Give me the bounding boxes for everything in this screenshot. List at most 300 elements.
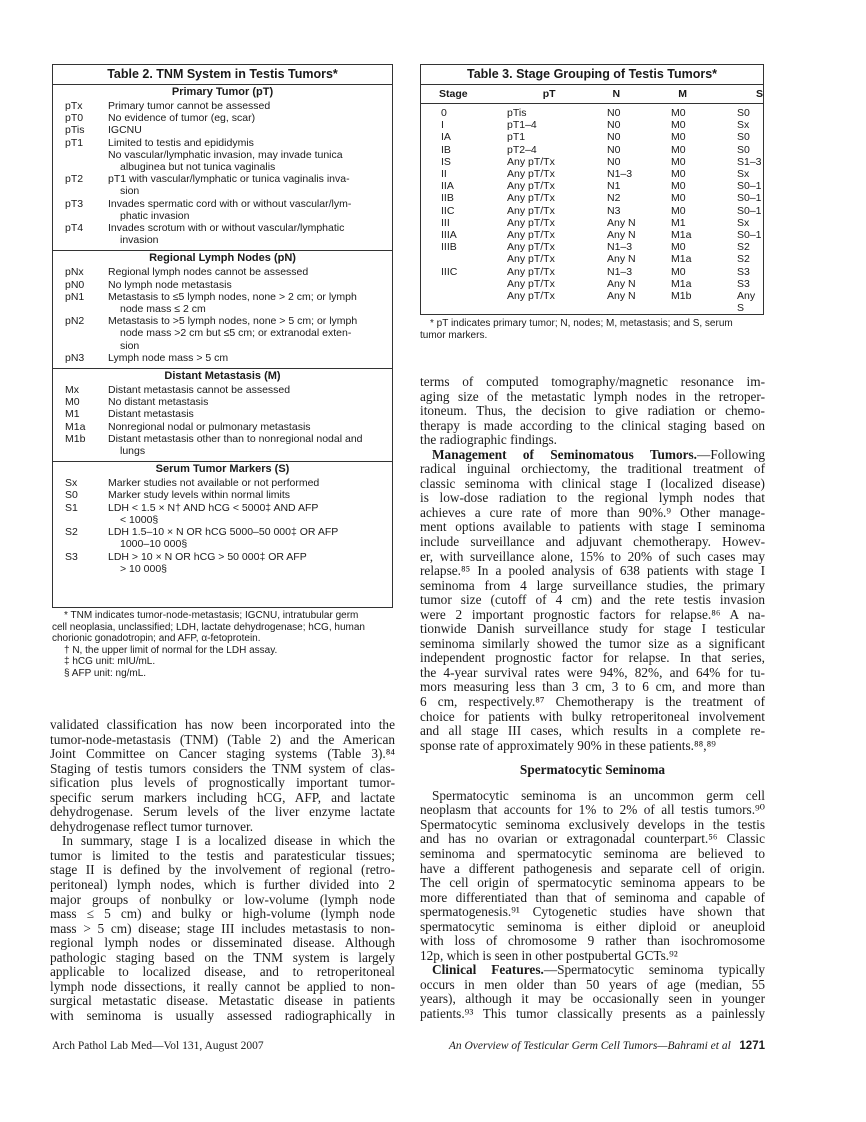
table-3-cell: Any pT/Tx <box>507 265 555 278</box>
table-2-row <box>53 526 392 550</box>
text-line: with loss of chromosome 9 rather than isochromosome <box>420 933 765 949</box>
paragraph-spermatocytic <box>420 789 765 964</box>
table-3-cell: S2 <box>737 253 750 266</box>
table-2-description-line: sion <box>120 339 140 352</box>
table-3-caption: Table 3. Stage Grouping of Testis Tumors* <box>421 65 763 85</box>
text-line: lymph node dissections, it really cannot be applied to non- <box>50 978 395 994</box>
table-3-body <box>421 104 763 314</box>
table-2-footnote: chorionic gonadotropin; and AFP, α-fetoprotein. <box>52 633 261 644</box>
paragraph-management <box>420 448 765 753</box>
table-3-cell: M0 <box>671 265 686 278</box>
table-3-cell: N1 <box>607 180 621 193</box>
table-3-header-cell: S <box>756 88 764 100</box>
table-3-cell: pTis <box>507 107 527 119</box>
table-2-description-line: No distant metastasis <box>108 396 209 409</box>
table-3-cell: Any pT/Tx <box>507 229 555 242</box>
text-line: mors measuring less than 3 cm, 3 to 6 cm, and more than <box>420 679 765 695</box>
table-2-description-line: No lymph node metastasis <box>108 278 232 291</box>
table-2-row <box>53 551 392 575</box>
text-line: were 2 important prognostic factors for relapse.⁸⁶ A na- <box>420 606 765 622</box>
table-3-cell: S1–3 <box>737 155 762 168</box>
text-line: and has no ovarian or extragonadal counterpart.⁵⁶ Classic <box>420 831 765 847</box>
table-2-description <box>108 198 384 222</box>
text-line: pathologic staging based on the TNM system is largely <box>50 949 395 965</box>
table-3-cell: N3 <box>607 204 621 217</box>
table-2-description <box>108 173 384 197</box>
table-2-description <box>108 433 384 457</box>
table-2-code: pT0 <box>65 112 84 125</box>
table-3-cell: Any pT/Tx <box>507 155 555 168</box>
text-line: stage II is defined by the involvement of regional (retro- <box>50 862 395 878</box>
table-2-description <box>108 489 384 501</box>
table-2-description <box>108 124 384 136</box>
table-3-cell: M0 <box>671 204 686 217</box>
text-line: the radiographic findings. <box>420 432 557 448</box>
table-2-code: S2 <box>65 526 78 539</box>
table-3-cell: M0 <box>671 180 686 193</box>
table-3-cell: S3 <box>737 265 750 278</box>
text-line: ment options available to patients with stage I seminoma <box>420 519 765 535</box>
text-line: independent prognostic factor for relapse. In that series, <box>420 650 765 666</box>
table-2-footnote: † N, the upper limit of normal for the LDH assay. <box>64 644 278 656</box>
table-2-description-line: Invades spermatic cord with or without vascular/lym- <box>108 197 352 210</box>
table-3-cell: M0 <box>671 143 686 156</box>
table-3-cell <box>421 278 501 290</box>
table-3-footnote: tumor markers. <box>420 329 488 341</box>
table-2-section-title: Serum Tumor Markers (S) <box>155 463 290 476</box>
table-3-cell: pT2–4 <box>507 143 537 156</box>
table-3-cell: pT1 <box>507 131 526 144</box>
table-3-cell: Any N <box>607 277 636 290</box>
table-3-cell: M1 <box>671 216 686 229</box>
table-3-cell: Any pT/Tx <box>507 253 555 266</box>
table-2-row <box>53 149 392 173</box>
table-3-cell: M0 <box>671 168 686 181</box>
table-2-description-line: sion <box>120 185 140 198</box>
text-line: The cell origin of spermatocytic seminoma appears to be <box>420 875 765 891</box>
table-2-footnote: § AFP unit: ng/mL. <box>64 667 147 679</box>
table-2-code: M1 <box>65 408 80 421</box>
table-3-cell: Any pT/Tx <box>507 192 555 205</box>
table-3-cell: N0 <box>607 143 621 156</box>
table-2-description <box>108 352 384 364</box>
table-2-row <box>53 100 392 112</box>
table-2-description-line: phatic invasion <box>120 209 190 222</box>
text-line: peritoneal) lymph nodes, which is further divided into 2 <box>50 877 395 893</box>
text-line: relapse.⁸⁵ In a pooled analysis of 638 patients with stage I <box>420 563 765 579</box>
footer-article <box>449 1040 765 1052</box>
table-2-description <box>108 279 384 291</box>
paragraph <box>50 834 395 1023</box>
table-2-footnotes <box>52 610 397 679</box>
table-2-description-line: lungs <box>120 445 146 458</box>
paragraph-staging-cont <box>420 375 765 448</box>
table-3-cell: N1–3 <box>607 265 633 278</box>
table-2-description-line: Metastasis to ≤5 lymph nodes, none > 2 cm; or lymph <box>108 290 357 303</box>
table-2-row <box>53 137 392 149</box>
table-2-description-line: Lymph node mass > 5 cm <box>108 351 229 364</box>
text-line: more differentiated than that of seminoma and capable of <box>420 889 765 905</box>
table-3-cell: pT1–4 <box>507 119 537 132</box>
table-2-code: pN1 <box>65 290 85 303</box>
text-line: tumor is limited to the testis and paratesticular tissues; <box>50 847 395 863</box>
table-3-cell <box>421 253 501 265</box>
table-2-section <box>53 368 392 461</box>
table-2-description <box>108 137 384 149</box>
table-2-description-line: Distant metastasis other than to nonregional nodal and <box>108 432 363 445</box>
table-2-code: pT1 <box>65 136 84 149</box>
table-3-cell: M1a <box>671 229 692 242</box>
table-3-cell: IIB <box>441 192 454 205</box>
table-2-row <box>53 384 392 396</box>
table-2-code: S3 <box>65 550 78 563</box>
table-2-code: pN2 <box>65 315 85 328</box>
text-line: 12p, which is seen in other postpubertal GCTs.⁹² <box>420 947 678 963</box>
table-3-cell: IA <box>441 131 451 144</box>
table-3-cell: N1–3 <box>607 241 633 254</box>
table-3-row <box>421 119 763 131</box>
table-2-footnote: cell neoplasia, unclassified; LDH, lactate dehydrogenase; hCG, human <box>52 621 365 633</box>
table-3-cell: Any pT/Tx <box>507 168 555 181</box>
table-3-cell: Any pT/Tx <box>507 204 555 217</box>
table-2-description <box>108 222 384 246</box>
table-3-cell: M0 <box>671 107 686 119</box>
table-3-cell: IS <box>441 155 451 168</box>
table-2-description <box>108 408 384 420</box>
table-2-code: pT4 <box>65 222 84 235</box>
table-2-description-line: No vascular/lymphatic invasion, may invade tunica <box>108 148 343 161</box>
table-3-cell: N0 <box>607 107 621 119</box>
table-2-description-line: Distant metastasis <box>108 408 194 421</box>
table-3-header-row <box>421 85 763 104</box>
table-3-cell: Any S <box>737 290 756 315</box>
table-3-cell: Any N <box>607 253 636 266</box>
section-heading-spermatocytic: Spermatocytic Seminoma <box>519 762 666 778</box>
table-2-description-line: invasion <box>120 234 159 247</box>
table-2-description <box>108 112 384 124</box>
text-line: mass > 5 cm) disease; stage III includes metastasis to non- <box>50 920 395 936</box>
table-3-cell: M0 <box>671 119 686 132</box>
text-line: seminoma similarly showed the tumor size as a significant <box>420 635 765 651</box>
table-3-cell: N0 <box>607 131 621 144</box>
table-2-section-title: Distant Metastasis (M) <box>164 370 281 383</box>
table-2-row <box>53 173 392 197</box>
table-3-cell: IB <box>441 143 451 156</box>
table-3-row <box>421 144 763 156</box>
table-3-cell: IIA <box>441 180 454 193</box>
text-line: tumor size (cutoff of 4 cm) and the rete testis invasion <box>420 592 765 608</box>
table-2-section <box>53 85 392 250</box>
text-line: seminoma from 4 large surveillance studies, the primary <box>420 577 765 593</box>
table-3-cell: Any pT/Tx <box>507 290 555 303</box>
table-3-row <box>421 180 763 192</box>
table-3-cell: Any pT/Tx <box>507 241 555 254</box>
table-3-cell: N0 <box>607 119 621 132</box>
table-2-description-line: node mass >2 cm but ≤5 cm; or extranodal exten- <box>120 327 352 340</box>
footer-journal: Arch Pathol Lab Med—Vol 131, August 2007 <box>52 1040 264 1052</box>
table-3-row <box>421 266 763 278</box>
table-2-description-line: Distant metastasis cannot be assessed <box>108 384 291 397</box>
table-2-row <box>53 279 392 291</box>
text-line: classic seminoma with clinical stage I (localized disease) <box>420 475 765 491</box>
text-line: spermatocytic seminoma is either diploid or aneuploid <box>420 918 765 934</box>
table-3-row <box>421 290 763 314</box>
table-3-row <box>421 278 763 290</box>
table-3-cell: S0 <box>737 143 750 156</box>
table-2-row <box>53 112 392 124</box>
table-2-description-line: Limited to testis and epididymis <box>108 136 254 149</box>
table-2-description <box>108 502 384 526</box>
table-2-description <box>108 291 384 315</box>
table-2-description-line: Regional lymph nodes cannot be assessed <box>108 266 309 279</box>
table-3-header-cell: Stage <box>439 88 468 100</box>
table-2-description <box>108 396 384 408</box>
table-3-cell: S0–1 <box>737 180 762 193</box>
table-2-description-line: Invades scrotum with or without vascular/lymphatic <box>108 222 345 235</box>
paragraph-clinical-features <box>420 963 765 1021</box>
table-2-footnote: ‡ hCG unit: mIU/mL. <box>64 656 156 667</box>
table-3-cell: M0 <box>671 192 686 205</box>
table-2-description-line: LDH > 10 × N OR hCG > 50 000‡ OR AFP <box>108 550 307 563</box>
run-in-heading: Management of Seminomatous Tumors. <box>432 446 698 462</box>
table-2-description <box>108 477 384 489</box>
table-3-cell: IIIB <box>441 241 457 254</box>
table-3-cell: S0 <box>737 107 750 119</box>
table-3-header-cell: M <box>678 88 687 100</box>
table-3-row <box>421 217 763 229</box>
table-3-cell: Sx <box>737 119 750 132</box>
table-3-cell: Sx <box>737 168 750 181</box>
table-2-code: S1 <box>65 501 78 514</box>
text-line: with seminoma is usually assessed radiographically in <box>50 1007 395 1023</box>
table-3-cell: M0 <box>671 155 686 168</box>
table-2-code: pT2 <box>65 173 84 186</box>
text-line: In summary, stage I is a localized disease in which the <box>62 833 395 849</box>
text-line: sponse rate of approximately 90% in these patients.⁸⁸,⁸⁹ <box>420 737 716 753</box>
text-line: is low-dose radiation to the regional lymph nodes that <box>420 490 765 506</box>
table-2-row <box>53 396 392 408</box>
table-2-section-title: Primary Tumor (pT) <box>171 86 274 98</box>
table-3-header-cell: pT <box>542 88 556 100</box>
table-2-code: Mx <box>65 384 79 397</box>
table-3-row <box>421 131 763 143</box>
table-2-description-line: < 1000§ <box>120 513 159 526</box>
table-3-cell: M0 <box>671 131 686 144</box>
text-line: major groups of nonbulky or low-volume (lymph node <box>50 891 395 907</box>
text-line: Joint Committee on Cancer staging systems (Table 3).⁸⁴ <box>50 746 395 762</box>
table-3-cell: S2 <box>737 241 750 254</box>
text-line: regional lymph nodes or disseminated disease. Although <box>50 935 395 951</box>
table-3-cell: M1a <box>671 277 692 290</box>
table-3-cell: S0–1 <box>737 204 762 217</box>
table-3-cell: III <box>441 216 450 229</box>
text-line: er, with surveillance alone, 15% to 20% of such cases may <box>420 548 765 564</box>
text-line: the 4-year survival rates were 94%, 82%, and 64% for tu- <box>420 664 765 680</box>
table-2-description <box>108 100 384 112</box>
text-line: mass ≤ 5 cm) and bulky or high-volume (lymph node <box>50 906 395 922</box>
table-3-cell: I <box>441 119 444 132</box>
table-2-row <box>53 124 392 136</box>
table-3-cell: M0 <box>671 241 686 254</box>
table-2-description-line: IGCNU <box>108 124 142 137</box>
table-3-cell: 0 <box>441 107 447 119</box>
table-2-description-line: Metastasis to >5 lymph nodes, none > 5 cm; or lymph <box>108 315 358 328</box>
table-2-row <box>53 315 392 352</box>
table-2-description-line: Nonregional nodal or pulmonary metastasis <box>108 420 311 433</box>
text-line: itoneum. Thus, the decision to give radiation or chemo- <box>420 403 765 419</box>
table-3-cell: Any N <box>607 229 636 242</box>
table-2-code: pTis <box>65 124 85 137</box>
table-2-row <box>53 352 392 364</box>
table-2-description <box>108 421 384 433</box>
paragraph <box>50 718 395 834</box>
table-2-code: pT3 <box>65 197 84 210</box>
table-2-section <box>53 461 392 579</box>
table-3-footnote: * pT indicates primary tumor; N, nodes; M, metastasis; and S, serum <box>430 318 733 329</box>
table-3-cell: Sx <box>737 216 750 229</box>
text-line: Spermatocytic seminoma exclusively develops in the testis <box>420 816 765 832</box>
table-2-description-line: pT1 with vascular/lymphatic or tunica vaginalis inva- <box>108 173 350 186</box>
table-3-cell: Any N <box>607 290 636 303</box>
text-line: tionwide Danish surveillance study for stage I testicular <box>420 621 765 637</box>
text-line: and all stage III cases, which results in a complete re- <box>420 723 765 739</box>
table-3-row <box>421 241 763 253</box>
table-2-row <box>53 433 392 457</box>
text-line: 6 cm, respectively.⁸⁷ Chemotherapy is the treatment of <box>420 694 765 710</box>
table-3-cell: N2 <box>607 192 621 205</box>
text-line: seminoma and spermatocytic seminoma are believed to <box>420 845 765 861</box>
table-3-cell: Any pT/Tx <box>507 277 555 290</box>
table-2-description-line: albuginea but not tunica vaginalis <box>120 161 276 174</box>
table-3-row <box>421 253 763 265</box>
table-2-code <box>65 149 108 173</box>
table-2-section-title: Regional Lymph Nodes (pN) <box>149 252 296 265</box>
table-2-row <box>53 421 392 433</box>
table-2-description-line: Marker study levels within normal limits <box>108 489 291 502</box>
text-line: Management of Seminomatous Tumors.—Following <box>432 446 765 462</box>
table-3-row <box>421 156 763 168</box>
table-3-row <box>421 107 763 119</box>
table-2-row <box>53 477 392 489</box>
table-3-cell: IIIC <box>441 265 458 278</box>
table-3-cell <box>421 290 501 314</box>
table-2-description-line: 1000–10 000§ <box>120 538 188 551</box>
table-2-code: M0 <box>65 396 80 409</box>
text-line: have a different pathogenesis and separate cell of origin. <box>420 860 765 876</box>
text-line: dehydrogenase. Serum levels of the liver enzyme lactate <box>50 804 395 820</box>
table-3-cell: M1b <box>671 290 692 303</box>
table-2-section <box>53 250 392 368</box>
text-line: surgical metastatic disease. Metastatic disease in patients <box>50 993 395 1009</box>
text-line: therapy is made according to the clinical staging based on <box>420 417 765 433</box>
table-3-cell: Any pT/Tx <box>507 216 555 229</box>
table-3-cell: II <box>441 168 447 181</box>
table-2-description-line: LDH < 1.5 × N† AND hCG < 5000‡ AND AFP <box>108 501 319 514</box>
table-2-row <box>53 502 392 526</box>
text-line: sification plus levels of prognostically important tumor- <box>50 775 395 791</box>
table-3-cell: N1–3 <box>607 168 633 181</box>
text-line: applicable to localized disease, and to retroperitoneal <box>50 964 395 980</box>
table-2-description-line: No evidence of tumor (eg, scar) <box>108 112 256 125</box>
table-3-footnotes <box>420 318 766 341</box>
table-2-description-line: Marker studies not available or not performed <box>108 477 320 490</box>
table-3-row <box>421 205 763 217</box>
table-3-cell: N0 <box>607 155 621 168</box>
right-column-text <box>420 375 765 1022</box>
text-line: include surveillance and adjuvant chemotherapy. Howev- <box>420 534 765 550</box>
table-3-cell: IIC <box>441 204 455 217</box>
table-2-row <box>53 266 392 278</box>
text-line: Clinical Features.—Spermatocytic seminoma typically <box>432 962 765 978</box>
table-2-description-line: node mass ≤ 2 cm <box>120 303 206 316</box>
table-2-footnote: * TNM indicates tumor-node-metastasis; IGCNU, intratubular germ <box>64 610 359 621</box>
text-line: tumor-node-metastasis (TNM) (Table 2) and the American <box>50 731 395 747</box>
text-line: neoplasm that accounts for 1% to 2% of all testis tumors.⁹⁰ <box>420 802 765 818</box>
table-2-code: Sx <box>65 477 78 490</box>
run-in-heading: Clinical Features. <box>432 962 544 978</box>
text-line: years), although it may be occasionally seen in younger <box>420 991 765 1007</box>
table-3-row <box>421 168 763 180</box>
table-2-row <box>53 489 392 501</box>
table-3-cell: Any pT/Tx <box>507 180 555 193</box>
table-2-caption: Table 2. TNM System in Testis Tumors* <box>53 65 392 85</box>
table-3-row <box>421 229 763 241</box>
table-3-cell: M1a <box>671 253 692 266</box>
text-line: spermatogenesis.⁹¹ Cytogenetic studies have shown that <box>420 904 765 920</box>
table-2-description <box>108 526 384 550</box>
text-line: dehydrogenase reflect tumor turnover. <box>50 818 254 834</box>
text-line: aging size of the metastatic lymph nodes in the retroper- <box>420 388 765 404</box>
table-2-code: pN3 <box>65 351 85 364</box>
text-line: choice for patients with bulky retroperitoneal involvement <box>420 708 765 724</box>
left-column-text <box>50 718 395 1023</box>
text-line: specific serum markers including hCG, AFP, and lactate <box>50 789 395 805</box>
table-2-code: M1a <box>65 420 86 433</box>
footer-article-title: An Overview of Testicular Germ Cell Tumors—Bahrami et al <box>448 1040 731 1052</box>
table-3-cell: S0–1 <box>737 192 762 205</box>
table-2-description <box>108 384 384 396</box>
text-line: radical inguinal orchiectomy, the traditional treatment of <box>420 461 765 477</box>
table-2-row <box>53 291 392 315</box>
text-line: achieves a cure rate of more than 90%.⁹ Other manage- <box>420 504 765 520</box>
text-line: terms of computed tomography/magnetic resonance im- <box>420 374 765 389</box>
table-2-row <box>53 408 392 420</box>
table-2-description <box>108 315 384 352</box>
table-2-description <box>108 551 384 575</box>
text-line: occurs in men older than 50 years of age (median, 55 <box>420 976 765 992</box>
table-2-description-line: Primary tumor cannot be assessed <box>108 100 271 112</box>
table-2-description <box>108 149 384 173</box>
table-2-row <box>53 198 392 222</box>
table-2-code: pTx <box>65 100 83 112</box>
text-line: validated classification has now been incorporated into the <box>50 717 395 732</box>
text-line: Staging of testis tumors considers the TNM system of clas- <box>50 760 395 776</box>
table-2-code: S0 <box>65 489 78 502</box>
table-2-code: pN0 <box>65 278 85 291</box>
table-3-header-cell: N <box>612 88 621 100</box>
table-2 <box>52 64 393 608</box>
table-3-cell: IIIA <box>441 229 457 242</box>
table-2-row <box>53 222 392 246</box>
table-2-sections <box>53 85 392 579</box>
table-2-description-line: LDH 1.5–10 × N OR hCG 5000–50 000‡ OR AFP <box>108 526 339 539</box>
table-2-code: M1b <box>65 432 86 445</box>
table-3-cell: S0–1 <box>737 229 762 242</box>
table-3-cell: S3 <box>737 277 750 290</box>
table-2-description <box>108 266 384 278</box>
text-line: patients.⁹³ This tumor classically presents as a painlessly <box>420 1005 765 1021</box>
table-2-code: pNx <box>65 266 84 279</box>
